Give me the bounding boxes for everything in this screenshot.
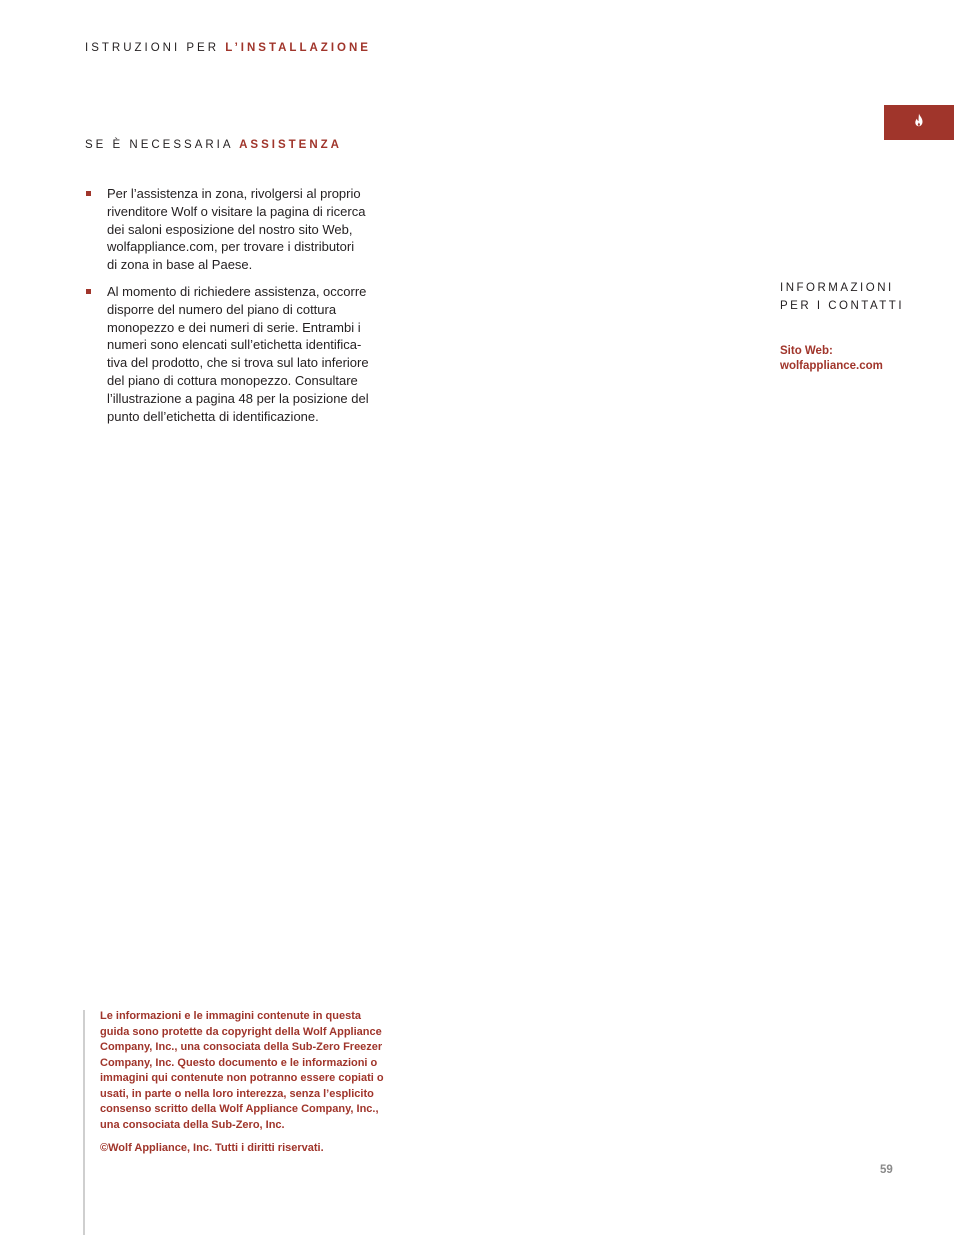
page-header xyxy=(85,42,371,54)
list-item-line: Al momento di richiedere assistenza, occorre xyxy=(107,283,367,299)
bullet-square-icon xyxy=(86,191,91,196)
list-item xyxy=(85,283,415,425)
list-item-line: disporre del numero del piano di cottura xyxy=(107,301,337,317)
list-item-line: del piano di cottura monopezzo. Consultare xyxy=(107,372,358,388)
footer-divider xyxy=(83,1010,85,1235)
copyright-line: usati, in parte o nella loro interezza, senza l’esplicito xyxy=(100,1087,374,1100)
copyright-line: una consociata della Sub-Zero, Inc. xyxy=(100,1118,285,1131)
section-title-accent: ASSISTENZA xyxy=(239,139,342,151)
header-accent: L’INSTALLAZIONE xyxy=(225,42,371,54)
bullet-square-icon xyxy=(86,289,91,294)
copyright-line: consenso scritto della Wolf Appliance Company, Inc., xyxy=(100,1103,379,1115)
section-tab xyxy=(884,105,954,140)
copyright-line: Le informazioni e le immagini contenute in questa xyxy=(100,1010,361,1022)
header-prefix: ISTRUZIONI PER xyxy=(85,42,226,54)
website-label: Sito Web: xyxy=(780,345,833,357)
list-item-line: rivenditore Wolf o visitare la pagina di ricerca xyxy=(107,203,366,219)
list-item-line: punto dell’etichetta di identificazione. xyxy=(107,408,319,424)
list-item-line: l’illustrazione a pagina 48 per la posizione del xyxy=(107,390,369,406)
list-item-line: numeri sono elencati sull’etichetta identifica- xyxy=(107,337,362,353)
list-item-line: di zona in base al Paese. xyxy=(107,257,253,273)
list-item-line: monopezzo e dei numeri di serie. Entrambi i xyxy=(107,319,361,335)
list-item-line: Per l’assistenza in zona, rivolgersi al proprio xyxy=(107,186,361,201)
copyright-line: guida sono protette da copyright della Wolf Appliance xyxy=(100,1025,382,1038)
list-item-line: tiva del prodotto, che si trova sul lato inferiore xyxy=(107,355,369,371)
rights-reserved: ©Wolf Appliance, Inc. Tutti i diritti riservati. xyxy=(100,1142,324,1154)
contacts-heading-line: PER I CONTATTI xyxy=(780,300,905,312)
copyright-line: immagini qui contenute non potranno essere copiati o xyxy=(100,1072,384,1084)
assistance-list xyxy=(85,185,415,434)
section-title-prefix: SE È NECESSARIA xyxy=(85,139,240,151)
list-item xyxy=(85,185,415,274)
contacts-heading-line: INFORMAZIONI xyxy=(780,282,894,294)
list-item-line: dei saloni esposizione del nostro sito Web, xyxy=(107,221,353,237)
website-contact xyxy=(780,344,883,374)
copyright-line: Company, Inc. Questo documento e le informazioni o xyxy=(100,1056,378,1069)
contacts-heading xyxy=(780,279,904,315)
section-title xyxy=(85,139,342,151)
flame-icon xyxy=(913,113,925,132)
page-number: 59 xyxy=(880,1164,893,1176)
copyright-notice xyxy=(100,1009,440,1133)
copyright-line: Company, Inc., una consociata della Sub-Zero Freezer xyxy=(100,1041,383,1053)
website-link[interactable]: wolfappliance.com xyxy=(780,360,883,372)
list-item-line: wolfappliance.com, per trovare i distributori xyxy=(107,239,355,255)
